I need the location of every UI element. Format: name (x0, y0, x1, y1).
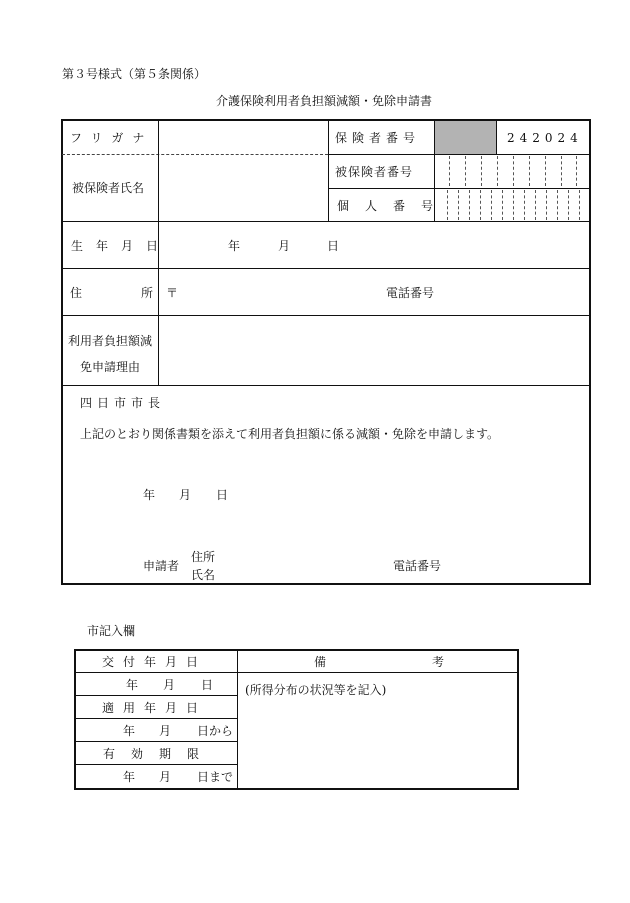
apply-day: 日から (197, 724, 234, 738)
postal-mark: 〒 (166, 286, 179, 300)
city-section-table (74, 649, 519, 790)
remarks-note: (所得分布の状況等を記入) (245, 683, 387, 697)
applicant-address-label: 住所 (191, 550, 216, 564)
addressee: 四日市市長 (80, 396, 166, 410)
personal-number-label: 個人番号 (337, 199, 450, 213)
form-number: 第３号様式（第５条関係） (62, 67, 207, 81)
insured-number-label: 被保険者番号 (335, 165, 414, 179)
furigana-divider (62, 154, 328, 155)
row-divider (328, 154, 590, 155)
issue-day: 日 (201, 678, 214, 692)
remarks-label-2: 考 (432, 655, 445, 669)
remarks-label-1: 備 (314, 655, 327, 669)
birthdate-month: 月 (278, 239, 291, 253)
application-statement: 上記のとおり関係書類を添えて利用者負担額に係る減額・免除を申請します。 (80, 427, 500, 441)
city-row-divider (75, 741, 237, 742)
valid-label: 有効期限 (103, 747, 216, 761)
apply-date-label: 適用年月日 (102, 701, 208, 715)
issue-month: 月 (163, 678, 176, 692)
furigana-label: フリガナ (70, 131, 154, 145)
insurer-number-shade (435, 121, 496, 154)
city-row-divider (75, 672, 517, 673)
application-date-year: 年 (143, 488, 156, 502)
phone-label: 電話番号 (386, 286, 435, 300)
city-row-divider (75, 695, 237, 696)
insured-name-label: 被保険者氏名 (72, 181, 145, 195)
reason-label-line2: 免申請理由 (80, 360, 141, 374)
applicant-phone-label: 電話番号 (393, 559, 442, 573)
row-divider (62, 221, 590, 222)
column-divider (328, 120, 329, 221)
row-divider (62, 385, 590, 386)
reason-label-line1: 利用者負担額減 (68, 334, 153, 348)
row-divider (62, 268, 590, 269)
insurer-number-value: 242024 (507, 131, 583, 145)
valid-month: 月 (159, 770, 172, 784)
address-label-1: 住 (70, 286, 83, 300)
birthdate-label: 生年月日 (71, 239, 172, 253)
applicant-name-label: 氏名 (191, 568, 216, 582)
birthdate-year: 年 (228, 239, 241, 253)
application-date-day: 日 (216, 488, 229, 502)
issue-date-label: 交付年月日 (102, 655, 208, 669)
column-divider (496, 120, 497, 154)
birthdate-day: 日 (327, 239, 340, 253)
city-row-divider (75, 764, 237, 765)
valid-day: 日まで (197, 770, 234, 784)
apply-year: 年 (123, 724, 136, 738)
city-column-divider (237, 650, 238, 789)
row-divider (62, 315, 590, 316)
row-divider (328, 188, 590, 189)
issue-year: 年 (126, 678, 139, 692)
city-row-divider (75, 718, 237, 719)
applicant-label: 申請者 (143, 559, 180, 573)
application-date-month: 月 (179, 488, 192, 502)
insurer-number-label: 保険者番号 (335, 131, 421, 145)
city-section-label: 市記入欄 (87, 624, 136, 638)
valid-year: 年 (123, 770, 136, 784)
page-title: 介護保険利用者負担額減額・免除申請書 (216, 94, 433, 108)
address-label-2: 所 (141, 286, 154, 300)
apply-month: 月 (159, 724, 172, 738)
